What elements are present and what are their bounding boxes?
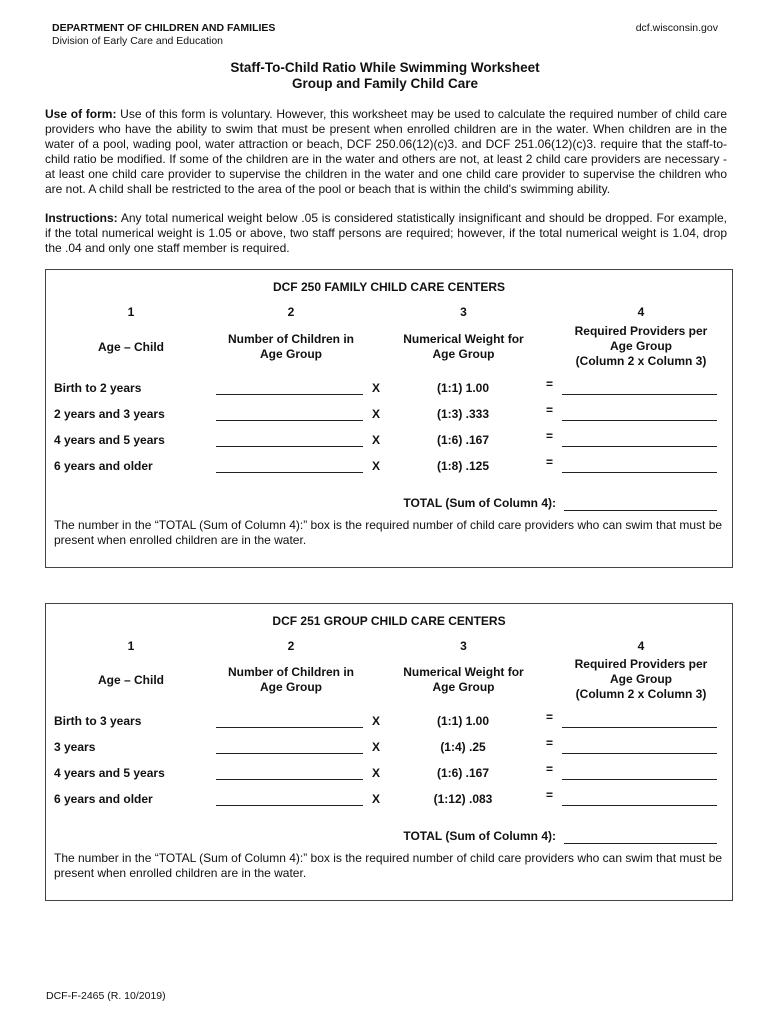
providers-result-field[interactable]: [562, 394, 717, 395]
col-header-required-providers: [556, 324, 726, 369]
col-number-1: 1: [127, 639, 135, 653]
col-header-line: Age Group: [432, 680, 495, 694]
col-number-4: 4: [637, 639, 645, 653]
children-count-field[interactable]: [216, 779, 363, 780]
col-header-numerical-weight: [376, 665, 551, 695]
weight-value: (1:4) .25: [440, 740, 486, 754]
col-header-line: Number of Children in: [228, 332, 354, 346]
department-name: DEPARTMENT OF CHILDREN AND FAMILIES: [52, 22, 276, 34]
col-number-2: 2: [287, 305, 295, 319]
section-note: The number in the “TOTAL (Sum of Column 4):” box is the required number of child care providers who can swim that must be present when enrolled children are in the water.: [54, 518, 723, 547]
equals-sign: =: [546, 736, 554, 750]
row-label: 4 years and 5 years: [54, 433, 165, 447]
form-number: DCF-F-2465 (R. 10/2019): [46, 990, 166, 1002]
providers-result-field[interactable]: [562, 779, 717, 780]
dcf-250-section: [45, 269, 733, 568]
children-count-field[interactable]: [216, 727, 363, 728]
col-header-line: Required Providers per: [574, 657, 708, 671]
row-label: 4 years and 5 years: [54, 766, 165, 780]
weight-value: (1:3) .333: [436, 407, 490, 421]
col-header-age: Age – Child: [97, 673, 164, 687]
children-count-field[interactable]: [216, 472, 363, 473]
instructions-paragraph: [45, 211, 727, 256]
weight-value: (1:12) .083: [433, 792, 493, 806]
equals-sign: =: [546, 377, 554, 391]
equals-sign: =: [546, 403, 554, 417]
equals-sign: =: [546, 762, 554, 776]
col-header-numerical-weight: [376, 332, 551, 362]
col-header-number-of-children: [216, 332, 366, 362]
weight-value: (1:6) .167: [436, 433, 490, 447]
equals-sign: =: [546, 788, 554, 802]
title-line-1: Staff-To-Child Ratio While Swimming Worksheet: [230, 60, 540, 75]
multiply-sign: X: [372, 381, 381, 395]
multiply-sign: X: [372, 792, 381, 806]
multiply-sign: X: [372, 740, 381, 754]
providers-result-field[interactable]: [562, 753, 717, 754]
col-header-line: Number of Children in: [228, 665, 354, 679]
col-header-line: Age Group: [260, 347, 322, 361]
row-label: 6 years and older: [54, 792, 153, 806]
multiply-sign: X: [372, 766, 381, 780]
col-header-line: Numerical Weight for: [403, 665, 524, 679]
providers-result-field[interactable]: [562, 805, 717, 806]
row-label: Birth to 3 years: [54, 714, 142, 728]
col-number-3: 3: [460, 305, 467, 319]
col-header-line: Numerical Weight for: [403, 332, 524, 346]
section-note: The number in the “TOTAL (Sum of Column 4):” box is the required number of child care providers who can swim that must be present when enrolled children are in the water.: [54, 851, 723, 880]
children-count-field[interactable]: [216, 805, 363, 806]
multiply-sign: X: [372, 433, 381, 447]
weight-value: (1:1) 1.00: [436, 381, 490, 395]
total-field[interactable]: [564, 843, 717, 844]
col-header-line: Required Providers per: [574, 324, 708, 338]
division-name: Division of Early Care and Education: [52, 35, 224, 47]
col-header-required-providers: [556, 657, 726, 702]
row-label: Birth to 2 years: [54, 381, 142, 395]
providers-result-field[interactable]: [562, 727, 717, 728]
title-line-2: Group and Family Child Care: [291, 76, 479, 91]
section-heading: DCF 250 FAMILY CHILD CARE CENTERS: [272, 280, 506, 294]
total-label: TOTAL (Sum of Column 4):: [403, 829, 556, 843]
use-of-form-paragraph: [45, 107, 727, 197]
weight-value: (1:1) 1.00: [436, 714, 490, 728]
providers-result-field[interactable]: [562, 420, 717, 421]
page-title: [0, 60, 770, 92]
children-count-field[interactable]: [216, 446, 363, 447]
col-number-3: 3: [460, 639, 467, 653]
total-label: TOTAL (Sum of Column 4):: [403, 496, 556, 510]
col-header-number-of-children: [216, 665, 366, 695]
children-count-field[interactable]: [216, 394, 363, 395]
col-header-line: (Column 2 x Column 3): [575, 687, 707, 701]
equals-sign: =: [546, 429, 554, 443]
col-header-line: Age Group: [260, 680, 322, 694]
section-heading: DCF 251 GROUP CHILD CARE CENTERS: [272, 614, 506, 628]
col-header-line: (Column 2 x Column 3): [575, 354, 707, 368]
col-header-line: Age Group: [432, 347, 495, 361]
multiply-sign: X: [372, 407, 381, 421]
department-header: [52, 22, 275, 48]
children-count-field[interactable]: [216, 420, 363, 421]
instructions-label: Instructions:: [45, 211, 118, 225]
col-header-age: Age – Child: [97, 340, 164, 354]
children-count-field[interactable]: [216, 753, 363, 754]
col-header-line: Age Group: [610, 339, 672, 353]
col-number-4: 4: [637, 305, 645, 319]
equals-sign: =: [546, 455, 554, 469]
multiply-sign: X: [372, 459, 381, 473]
website: dcf.wisconsin.gov: [635, 22, 718, 34]
instructions-text: Any total numerical weight below .05 is considered statistically insignificant and should be dropped. For example, if the total numerical weight is 1.05 or above, two staff persons are required; however, if the total numerical weight is 1.04, drop the .04 and only one staff member is required.: [45, 211, 727, 255]
total-field[interactable]: [564, 510, 717, 511]
row-label: 3 years: [54, 740, 96, 754]
weight-value: (1:8) .125: [436, 459, 490, 473]
col-number-1: 1: [127, 305, 135, 319]
weight-value: (1:6) .167: [436, 766, 490, 780]
dcf-251-section: [45, 603, 733, 901]
equals-sign: =: [546, 710, 554, 724]
providers-result-field[interactable]: [562, 446, 717, 447]
row-label: 6 years and older: [54, 459, 153, 473]
use-of-form-text: Use of this form is voluntary. However, this worksheet may be used to calculate the required number of child care providers who have the ability to swim that must be present when enrolled children are in the water. When children are in the water of a pool, wading pool, water attraction or beach, DCF 250.06(12)(c)3. and DCF 251.06(12)(c)3. require that the staff-to-child ratio be modified. If some of the children are in the water and others are not, at least 2 child care providers are necessary - at least one child care provider to supervise the children in the water and one child care provider to supervise the children who are not. A child shall be restricted to the area of the pool or beach that is within the child's swimming ability.: [45, 107, 727, 196]
use-of-form-label: Use of form:: [45, 107, 117, 121]
multiply-sign: X: [372, 714, 381, 728]
providers-result-field[interactable]: [562, 472, 717, 473]
row-label: 2 years and 3 years: [54, 407, 165, 421]
col-number-2: 2: [287, 639, 295, 653]
col-header-line: Age Group: [610, 672, 672, 686]
